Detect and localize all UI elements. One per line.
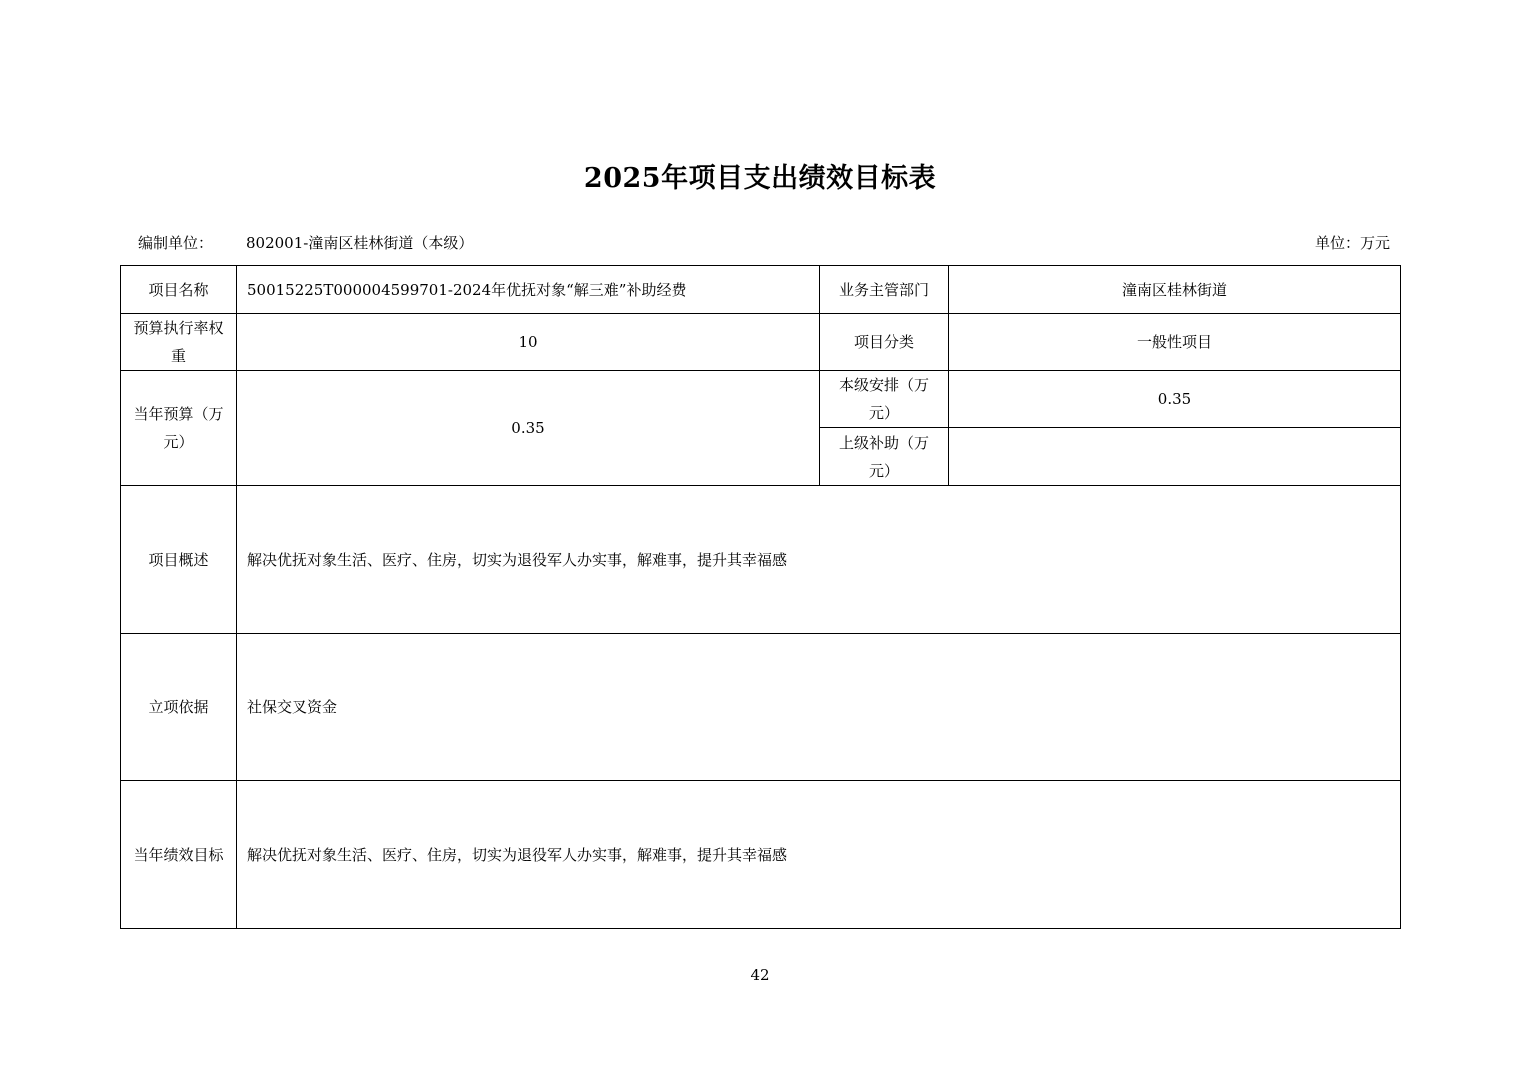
page-number: 42 — [750, 966, 770, 984]
upper-value — [949, 428, 1401, 486]
goal-label: 当年绩效目标 — [121, 781, 237, 929]
overview-value: 解决优抚对象生活、医疗、住房，切实为退役军人办实事，解难事，提升其幸福感 — [237, 486, 1401, 634]
compiler-value: 802001-潼南区桂林街道（本级） — [246, 234, 474, 252]
weight-value: 10 — [237, 314, 820, 371]
overview-label: 项目概述 — [121, 486, 237, 634]
category-label: 项目分类 — [820, 314, 949, 371]
project-name-label: 项目名称 — [121, 266, 237, 314]
basis-label: 立项依据 — [121, 634, 237, 781]
table-row — [121, 314, 1401, 371]
table-row — [121, 486, 1401, 634]
page-title: 2025年项目支出绩效目标表 — [583, 163, 937, 194]
basis-value: 社保交叉资金 — [237, 634, 1401, 781]
table-row — [121, 371, 1401, 428]
unit-text: 单位：万元 — [1314, 234, 1390, 252]
project-name-value: 50015225T000004599701-2024年优抚对象“解三难”补助经费 — [237, 266, 820, 314]
category-value: 一般性项目 — [949, 314, 1401, 371]
budget-value: 0.35 — [237, 371, 820, 486]
weight-label: 预算执行率权重 — [121, 314, 237, 371]
dept-label: 业务主管部门 — [820, 266, 949, 314]
local-label: 本级安排（万元） — [820, 371, 949, 428]
goal-value: 解决优抚对象生活、医疗、住房，切实为退役军人办实事，解难事，提升其幸福感 — [237, 781, 1401, 929]
upper-label: 上级补助（万元） — [820, 428, 949, 486]
table-row — [121, 781, 1401, 929]
table-row — [121, 266, 1401, 314]
dept-value: 潼南区桂林街道 — [949, 266, 1401, 314]
compiler-label: 编制单位： — [138, 234, 214, 252]
local-value: 0.35 — [949, 371, 1401, 428]
budget-label: 当年预算（万元） — [121, 371, 237, 486]
performance-table — [120, 265, 1401, 929]
table-row — [121, 634, 1401, 781]
